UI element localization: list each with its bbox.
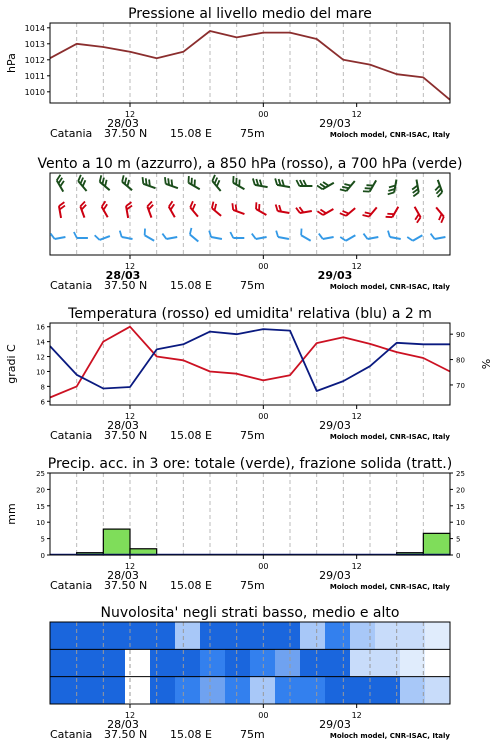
wind-barb-700hpa: [274, 178, 291, 187]
y-tick-label: 20: [456, 486, 465, 495]
longitude: 15.08 E: [170, 279, 212, 292]
y-tick-label: 1010: [24, 87, 45, 97]
y-axis-label: gradi C: [5, 344, 18, 384]
elevation: 75m: [240, 728, 265, 741]
wind-barb-850hpa: [210, 202, 225, 216]
wind-barb-10m: [363, 231, 378, 239]
y-tick-label: 1013: [24, 39, 45, 49]
y-tick-label: 0: [40, 552, 45, 560]
y-tick-label: 8: [40, 383, 45, 392]
temperature-series: [50, 327, 450, 398]
cloud-cell: [225, 677, 251, 704]
y-tick-label: 6: [40, 398, 45, 407]
x-tick-label: 12: [351, 711, 362, 720]
cloud-cell: [425, 677, 451, 704]
x-tick-label: 12: [124, 412, 136, 421]
x-tick-label: 12: [124, 711, 136, 720]
wind-barb-850hpa: [317, 204, 333, 217]
y-tick-label: 10: [36, 519, 45, 528]
wind-barb-700hpa: [411, 180, 420, 197]
wind-barb-10m: [340, 230, 355, 242]
wind-barb-10m: [119, 231, 134, 239]
date-label: 29/03: [319, 569, 351, 582]
y-axis-label: mm: [5, 503, 18, 525]
wind-barb-700hpa: [76, 175, 91, 191]
x-tick-label: 00: [258, 711, 269, 720]
cloud-cell: [50, 622, 76, 649]
wind-barb-850hpa: [409, 207, 422, 223]
x-tick-label: 00: [258, 262, 269, 271]
wind-barb-850hpa: [275, 205, 291, 214]
date-label: 28/03: [105, 269, 141, 282]
cloud-cell: [175, 622, 201, 649]
wind-barb-700hpa: [296, 180, 312, 186]
model-credit: Moloch model, CNR-ISAC, Italy: [329, 583, 450, 591]
wind-barb-850hpa: [79, 201, 90, 217]
precipitation-chart: [5, 456, 465, 592]
longitude: 15.08 E: [170, 429, 212, 442]
location-name: Catania: [50, 429, 93, 442]
wind-barb-700hpa: [163, 177, 180, 188]
cloud-cell: [275, 622, 301, 649]
wind-barb-850hpa: [100, 201, 113, 217]
longitude: 15.08 E: [170, 579, 212, 592]
wind-barb-700hpa: [120, 175, 136, 190]
wind-barb-10m: [162, 231, 177, 239]
wind-barb-850hpa: [230, 203, 246, 214]
cloud-cell: [325, 677, 351, 704]
pressure-chart: [5, 6, 450, 140]
cloud-cell: [75, 622, 101, 649]
wind-barb-850hpa: [296, 205, 312, 214]
y-tick-label: 15: [36, 502, 45, 511]
model-credit: Moloch model, CNR-ISAC, Italy: [329, 433, 450, 441]
cloud-cell: [400, 649, 426, 676]
wind-barb-850hpa: [167, 201, 180, 217]
wind-barb-850hpa: [58, 202, 67, 218]
precip-bar: [423, 533, 450, 555]
elevation: 75m: [240, 279, 265, 292]
cloud-cell: [150, 677, 176, 704]
y-tick-label: 1014: [24, 23, 45, 33]
cloud-cell: [300, 649, 326, 676]
panel-title: Nuvolosita' negli strati basso, medio e alto: [100, 605, 400, 621]
latitude: 37.50 N: [104, 429, 148, 442]
cloud-cell: [200, 649, 226, 676]
panel-title: Pressione al livello medio del mare: [128, 6, 372, 22]
cloud-cell: [250, 649, 276, 676]
wind-barb-850hpa: [146, 201, 157, 217]
wind-barb-10m: [51, 231, 66, 239]
cloud-cell: [125, 622, 151, 649]
y-axis-label: %: [480, 358, 493, 370]
date-label: 28/03: [107, 419, 139, 432]
cloud-cell: [200, 622, 226, 649]
longitude: 15.08 E: [170, 127, 212, 140]
panel-title: Precip. acc. in 3 ore: totale (verde), frazione solida (tratt.): [47, 456, 453, 472]
wind-barb-700hpa: [55, 175, 68, 192]
precip-bar: [103, 529, 130, 555]
latitude: 37.50 N: [104, 127, 148, 140]
elevation: 75m: [240, 579, 265, 592]
y-tick-label: 25: [456, 470, 465, 478]
cloud-cell: [350, 649, 376, 676]
elevation: 75m: [240, 429, 265, 442]
cloud-cell: [400, 677, 426, 704]
wind-barb-700hpa: [140, 177, 157, 188]
y-tick-label: 1012: [24, 55, 45, 65]
location-name: Catania: [50, 579, 93, 592]
location-name: Catania: [50, 279, 93, 292]
date-label: 29/03: [319, 419, 351, 432]
x-tick-label: 12: [124, 110, 136, 119]
y-tick-label: 12: [36, 353, 45, 362]
wind-barb-700hpa: [186, 176, 203, 189]
cloud-cell: [50, 649, 76, 676]
cloud-cell: [350, 622, 376, 649]
cloud-cell: [175, 649, 201, 676]
wind-barb-700hpa: [340, 177, 355, 193]
cloud-cell: [425, 649, 451, 676]
cloud-cell: [400, 622, 426, 649]
cloud-cell: [225, 622, 251, 649]
latitude: 37.50 N: [104, 279, 148, 292]
wind-barb-700hpa: [363, 177, 376, 194]
cloud-cell: [250, 677, 276, 704]
date-label: 29/03: [319, 117, 351, 130]
wind-barb-850hpa: [253, 202, 269, 215]
cloud-cell: [300, 677, 326, 704]
panel-border: [50, 323, 450, 405]
model-credit: Moloch model, CNR-ISAC, Italy: [329, 131, 450, 139]
y-tick-label: 16: [36, 323, 45, 332]
cloud-cell: [325, 622, 351, 649]
date-label: 29/03: [319, 718, 351, 731]
wind-barb-10m: [407, 230, 422, 242]
x-tick-label: 12: [124, 562, 136, 571]
model-credit: Moloch model, CNR-ISAC, Italy: [329, 283, 450, 291]
latitude: 37.50 N: [104, 728, 148, 741]
y-tick-label: 5: [456, 535, 461, 544]
wind-barb-10m: [142, 229, 157, 241]
wind-barb-10m: [431, 231, 446, 239]
x-tick-label: 00: [258, 110, 269, 119]
wind-barb-10m: [319, 231, 334, 239]
location-name: Catania: [50, 728, 93, 741]
cloud-cell: [150, 622, 176, 649]
wind-barb-700hpa: [97, 175, 113, 190]
cloud-cell: [200, 677, 226, 704]
wind-barb-10m: [230, 232, 244, 238]
date-label: 29/03: [317, 269, 353, 282]
cloud-cell: [50, 677, 76, 704]
cloud-cell: [275, 677, 301, 704]
y-tick-label: 10: [36, 368, 45, 377]
y-tick-label: 1011: [24, 71, 45, 81]
wind-barb-10m: [299, 229, 314, 241]
date-label: 28/03: [107, 117, 139, 130]
wind-barb-10m: [95, 230, 110, 240]
wind-barb-10m: [275, 231, 290, 239]
temperature-humidity-chart: [5, 306, 493, 442]
wind-barb-10m: [74, 232, 88, 238]
date-label: 28/03: [107, 718, 139, 731]
y-tick-label: 70: [456, 381, 465, 390]
wind-barb-700hpa: [210, 175, 225, 191]
panel-title: Temperatura (rosso) ed umidita' relativa (blu) a 2 m: [68, 306, 432, 322]
panel-title: Vento a 10 m (azzurro), a 850 hPa (rosso), a 700 hPa (verde): [37, 156, 463, 172]
x-tick-label: 12: [351, 262, 362, 271]
wind-barb-850hpa: [432, 207, 446, 222]
wind-barb-700hpa: [252, 178, 269, 187]
y-tick-label: 20: [36, 486, 45, 495]
wind-barb-700hpa: [432, 180, 443, 197]
wind-barb-10m: [252, 231, 267, 239]
x-tick-label: 12: [351, 412, 362, 421]
wind-barb-850hpa: [188, 201, 202, 216]
cloud-cell: [325, 649, 351, 676]
elevation: 75m: [240, 127, 265, 140]
date-label: 28/03: [107, 569, 139, 582]
cloud-cell: [125, 649, 151, 676]
y-axis-label: hPa: [5, 53, 18, 73]
y-tick-label: 25: [36, 470, 45, 478]
location-name: Catania: [50, 127, 93, 140]
y-tick-label: 90: [456, 331, 465, 340]
cloud-cover-chart: [50, 605, 451, 741]
x-tick-label: 00: [258, 412, 269, 421]
y-tick-label: 0: [456, 552, 461, 560]
x-tick-label: 12: [124, 262, 136, 271]
latitude: 37.50 N: [104, 579, 148, 592]
y-tick-label: 80: [456, 356, 465, 365]
wind-barb-850hpa: [340, 204, 355, 218]
longitude: 15.08 E: [170, 728, 212, 741]
y-tick-label: 15: [456, 502, 465, 511]
pressure-series: [50, 31, 450, 100]
wind-barb-700hpa: [317, 178, 334, 191]
cloud-cell: [275, 649, 301, 676]
y-tick-label: 10: [456, 519, 465, 528]
cloud-cell: [425, 622, 451, 649]
x-tick-label: 00: [258, 562, 269, 571]
cloud-cell: [350, 677, 376, 704]
cloud-cell: [225, 649, 251, 676]
wind-barb-700hpa: [388, 179, 397, 196]
wind-barb-10m: [387, 231, 402, 239]
wind-barb-10m: [188, 228, 203, 242]
wind-barb-700hpa: [231, 176, 248, 189]
x-tick-label: 12: [351, 110, 362, 119]
cloud-cell: [300, 622, 326, 649]
x-tick-label: 12: [351, 562, 362, 571]
y-tick-label: 5: [40, 535, 45, 544]
y-tick-label: 14: [36, 338, 45, 347]
cloud-cell: [75, 649, 101, 676]
cloud-cell: [75, 677, 101, 704]
cloud-cell: [150, 649, 176, 676]
wind-chart: [37, 156, 462, 292]
model-credit: Moloch model, CNR-ISAC, Italy: [329, 732, 450, 740]
cloud-cell: [175, 677, 201, 704]
cloud-cell: [250, 622, 276, 649]
cloud-cell: [125, 677, 151, 704]
